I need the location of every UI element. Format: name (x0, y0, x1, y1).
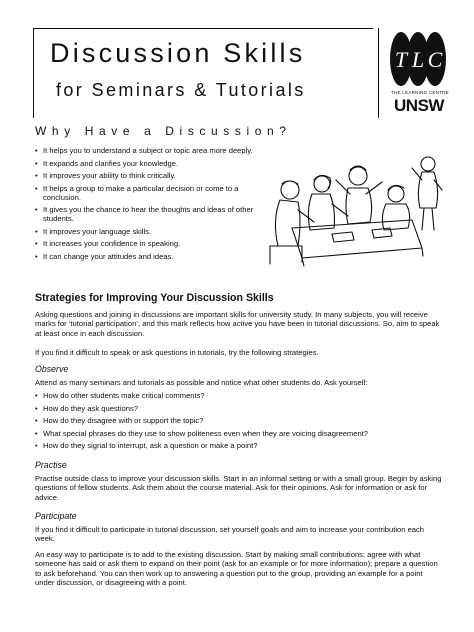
logo-caption: THE LEARNING CENTRE (391, 90, 449, 95)
practise-text: Practise outside class to improve your discussion skills. Start in an informal setting or with a small group. Begin by asking questions of fellow students. Ask them about the course material. Ask for their opinions. Ask for information or ask for advice. (35, 474, 442, 502)
list-item: • How do they ask questions? (35, 404, 443, 413)
logo-org: UNSW (394, 96, 444, 115)
observe-question-list (35, 391, 443, 454)
list-item: • It can change your attitudes and ideas. (35, 252, 265, 261)
observe-text: Attend as many seminars and tutorials as possible and notice what other students do. Ask yourself: (35, 378, 368, 387)
list-item: • It expands and clarifies your knowledge. (35, 159, 265, 168)
list-item: • It helps a group to make a particular decision or come to a conclusion. (35, 184, 265, 202)
strategies-intro-2: If you find it difficult to speak or ask questions in tutorials, try the following strategies. (35, 348, 319, 357)
why-heading: Why Have a Discussion? (35, 124, 292, 138)
logo-letter-c: C (427, 47, 443, 72)
document-subtitle: for Seminars & Tutorials (56, 80, 306, 100)
list-item: • How do other students make critical comments? (35, 391, 443, 400)
list-item: • It helps you to understand a subject or topic area more deeply. (35, 146, 265, 155)
participate-text-1: If you find it difficult to participate in tutorial discussion, set yourself goals and aim to increase your contribution each week. (35, 525, 425, 544)
list-item: • It improves your language skills. (35, 227, 265, 236)
list-item: • It increases your confidence in speaking. (35, 239, 265, 248)
list-item: • How do they disagree with or support the topic? (35, 416, 443, 425)
logo-letter-t: T (394, 47, 408, 72)
document-title: Discussion Skills (50, 38, 306, 68)
list-item: • It gives you the chance to hear the thoughts and ideas of other students. (35, 205, 265, 223)
logo-letter-l: L (411, 47, 425, 72)
observe-heading: Observe (35, 364, 69, 374)
list-item: • How do they signal to interrupt, ask a question or make a point? (35, 441, 443, 450)
participate-text-2: An easy way to participate is to add to the existing discussion. Start by making small contributions; agree with what someone has said or ask them to expand on their point (ask for an example or for more information); prepare a question to ask beforehand. You can then work up to answering a question put to the group, providing an example for a point under discussion, or disagreeing with a point. (35, 550, 438, 588)
participate-heading: Participate (35, 511, 77, 521)
practise-heading: Practise (35, 460, 67, 470)
strategies-heading: Strategies for Improving Your Discussion Skills (35, 292, 274, 304)
title-divider (378, 28, 379, 118)
list-item: • What special phrases do they use to show politeness even when they are voicing disagreement? (35, 429, 443, 438)
why-bullet-list (35, 146, 265, 264)
discussion-illustration (262, 150, 447, 268)
list-item: • It improves your ability to think critically. (35, 171, 265, 180)
tlc-logo-icon (388, 30, 448, 88)
strategies-intro: Asking questions and joining in discussions are important skills for university study. In many subjects, you will receive marks for ‘tutorial participation’, and this mark reflects how active you have been in tutorial discussions. So, aim to speak at least once in each discussion. (35, 310, 440, 338)
